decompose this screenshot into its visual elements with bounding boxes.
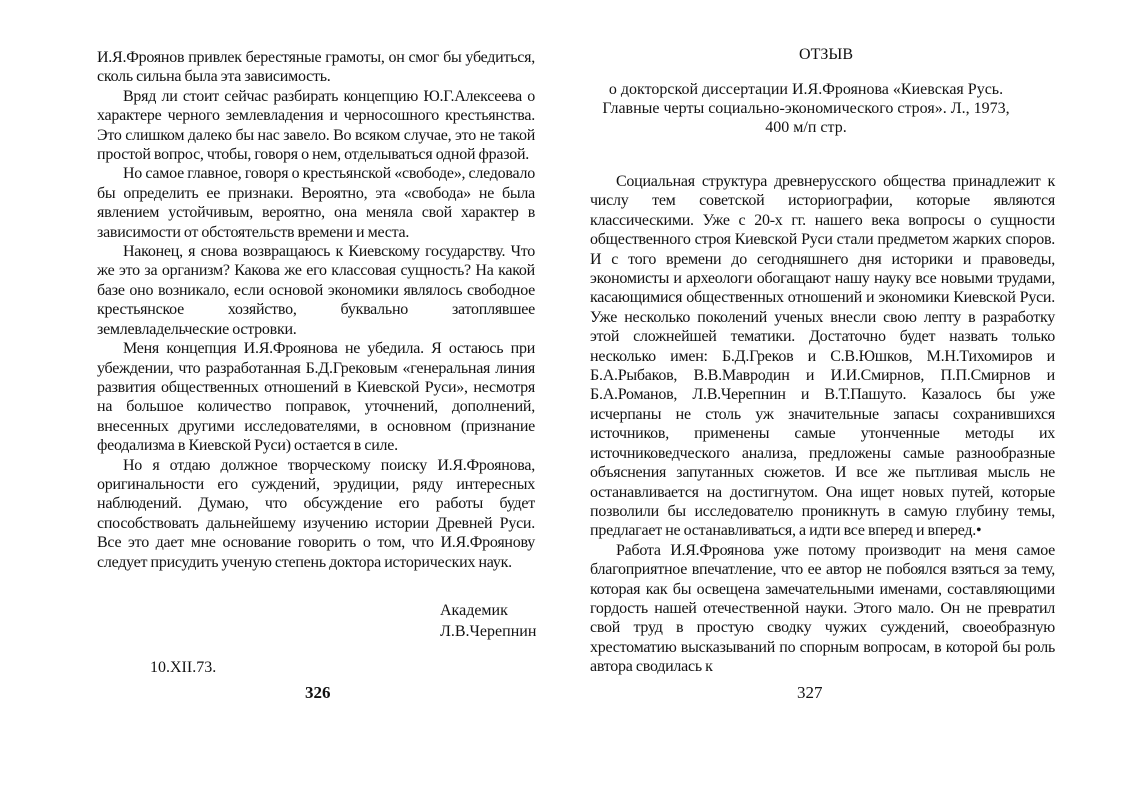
signature xyxy=(440,600,536,642)
left-page-text xyxy=(97,48,535,572)
page-title: ОТЗЫВ xyxy=(799,46,853,63)
subtitle-line: Главные черты социально-экономического строя». Л., 1973, xyxy=(602,100,1010,117)
page-number: 326 xyxy=(305,683,331,702)
subtitle-line: о докторской диссертации И.Я.Фроянова «Киевская Русь. xyxy=(608,81,1004,98)
page-number: 327 xyxy=(797,683,823,702)
signature-name: Л.В.Черепнин xyxy=(440,623,537,640)
paragraph: Наконец, я снова возвращаюсь к Киевскому государству. Что же это за организм? Какова же его классовая сущность? На какой базе оно возникало, если основой экономики являлось свободное крестьянское хозяйство, буквально затоплявшее землевладельческие островки. xyxy=(97,243,535,338)
subtitle-line: 400 м/п стр. xyxy=(765,119,847,136)
paragraph: Вряд ли стоит сейчас разбирать концепцию Ю.Г.Алексеева о характере черного землевладения и черносошного крестьянства. Это слишком далеко бы нас завело. Во всяком случае, это не такой простой вопрос, чтобы, говоря о нем, отделываться одной фразой. xyxy=(97,87,535,164)
signature-title: Академик xyxy=(440,602,508,619)
paragraph: Но я отдаю должное творческому поиску И.Я.Фроянова, оригинальности его суждений, эрудиции, ряду интересных наблюдений. Думаю, что обсуждение его работы будет способствовать дальнейшему изучению истории Древней Руси. Все это дает мне основание говорить о том, что И.Я.Фроянову следует присудить ученую степень доктора исторических наук. xyxy=(97,456,535,571)
paragraph: Работа И.Я.Фроянова уже потому производит на меня самое благоприятное впечатление, что ее автор не побоялся взяться за тему, которая как бы освещена замечательными именами, составляющими гордость нашей отечественной науки. Этого мало. Он не превратил свой труд в простую сводку чужих суждений, своеобразную хрестоматию высказываний по спорным вопросам, в которой бы роль автора сводилась к xyxy=(590,541,1055,676)
paragraph: Но самое главное, говоря о крестьянской «свободе», следовало бы определить ее признаки. Вероятно, эта «свобода» не была явлением устойчивым, вероятно, она меняла свой характер в зависимости от обстоятельств времени и места. xyxy=(97,165,535,241)
right-page-text xyxy=(590,172,1055,677)
paragraph: Социальная структура древнерусского общества принадлежит к числу тем советской историографии, которые являются классическими. Уже с 20-х гг. нашего века вопросы о сущности общественного строя Киевской Руси стали предметом жарких споров. И с того времени до сегодняшнего дня историки и правоведы, экономисты и археологи обогащают нашу науку все новыми трудами, касающимися общественных отношений и экономики Киевской Руси. Уже несколько поколений ученых внесли свою лепту в разработку этой сложнейшей тематики. Достаточно будет назвать только несколько имен: Б.Д.Греков и С.В.Юшков, М.Н.Тихомиров и Б.А.Рыбаков, В.В.Мавродин и И.И.Смирнов, П.П.Смирнов и Б.А.Романов, Л.В.Черепнин и В.Т.Пашуто. Казалось бы уже исчерпаны не столь уж значительные запасы сохранившихся источников, применены самые утонченные методы их источниковедческого анализа, предложены самые разнообразные объяснения запутанных сюжетов. И все же пытливая мысль не останавливается на достигнутом. Она ищет новых путей, которые позволили бы исследователю проникнуть в самую глубину темы, предлагает не останавливаться, а идти все вперед и вперед.• xyxy=(590,173,1055,540)
paragraph: Меня концепция И.Я.Фроянова не убедила. Я остаюсь при убеждении, что разработанная Б.Д.Грековым «генеральная линия развития общественных отношений в Киевской Руси», несмотря на большое количество поправок, уточнений, дополнений, внесенных другими исследователями, в основном (признание феодализма в Киевской Руси) остается в силе. xyxy=(97,340,535,455)
right-page xyxy=(566,0,1131,800)
date: 10.XII.73. xyxy=(150,659,217,676)
paragraph: И.Я.Фроянов привлек берестяные грамоты, он смог бы убедиться, сколь сильна была эта зависимость. xyxy=(97,49,535,86)
subtitle xyxy=(566,80,1046,137)
